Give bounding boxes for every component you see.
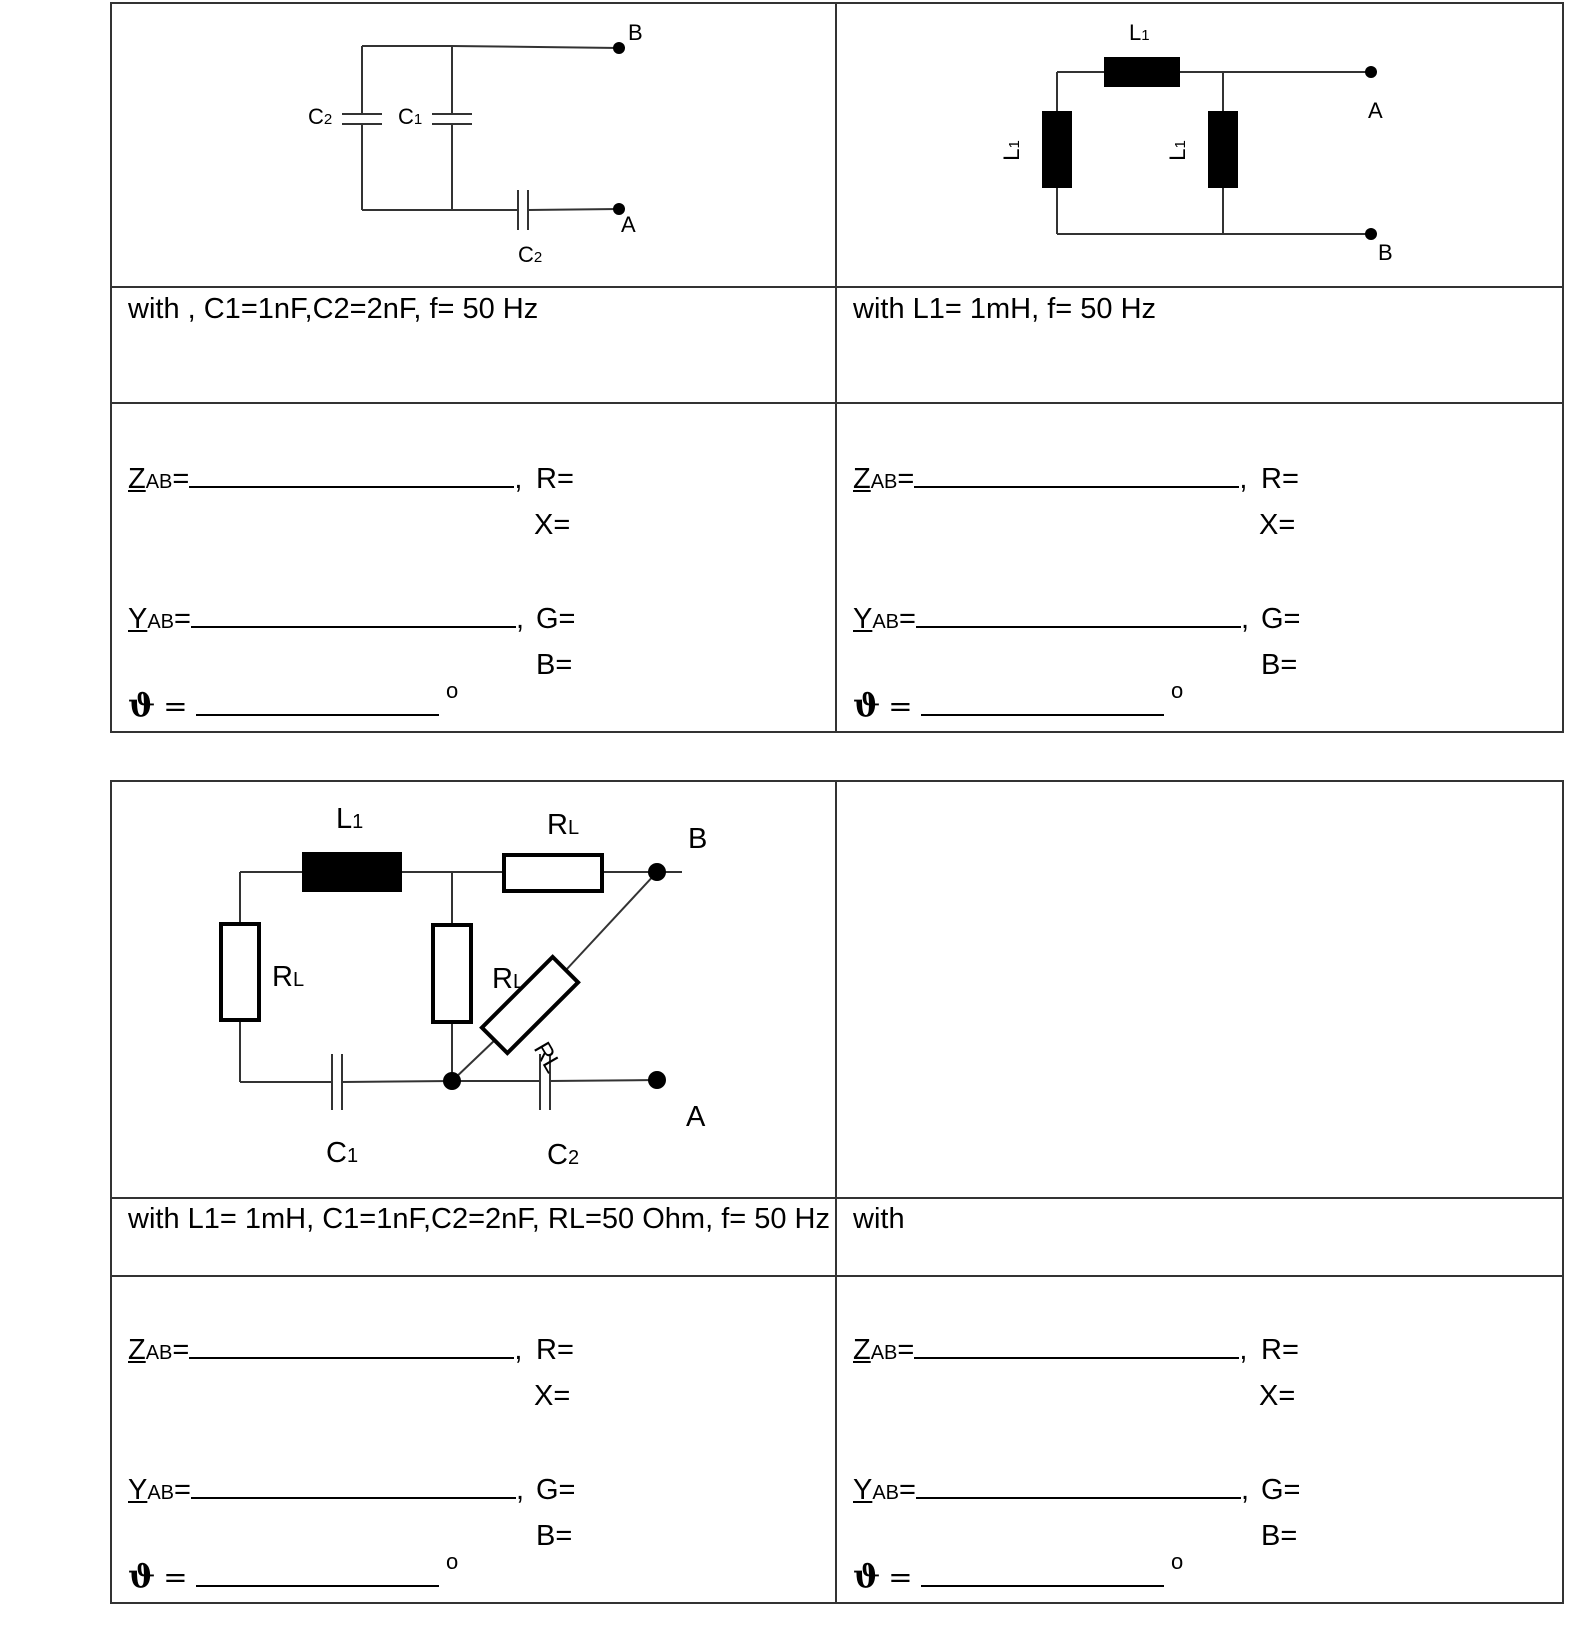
r-label: R= (1261, 1334, 1299, 1366)
c1-label: C1 (326, 1137, 359, 1169)
terminal-a-dot (648, 1071, 666, 1089)
circuit-4-answers (837, 1277, 1562, 1602)
b-label: B= (536, 1520, 573, 1552)
table-bottom-border-row1 (110, 1197, 1564, 1199)
terminal-a-dot (1365, 66, 1377, 78)
z-ab-blank[interactable] (914, 464, 1239, 488)
y-ab-blank[interactable] (916, 604, 1241, 628)
c2-top-label: C2 (308, 104, 333, 129)
b-label: B= (1261, 1520, 1298, 1552)
inductor-l1-top (1104, 57, 1180, 87)
degree-symbol: o (1171, 1549, 1184, 1574)
terminal-a-label: A (686, 1101, 706, 1133)
c2-bottom-label: C2 (518, 242, 543, 267)
resistor-rl-top (504, 855, 602, 891)
l1-label: L1 (336, 803, 364, 835)
terminal-b-label: B (1378, 240, 1393, 265)
inductor-l1-right (1208, 111, 1238, 188)
terminal-b-dot (1365, 228, 1377, 240)
theta-label: ϑ = (128, 1559, 439, 1595)
y-ab-blank[interactable] (191, 1475, 516, 1499)
circuit-1-answers (110, 404, 835, 731)
terminal-b-dot (613, 42, 625, 54)
z-ab-blank[interactable] (914, 1335, 1239, 1359)
theta-blank[interactable] (196, 692, 439, 716)
g-label: G= (536, 603, 576, 635)
c2-label: C2 (547, 1139, 580, 1171)
resistor-rl-mid (433, 925, 471, 1022)
x-label: X= (1259, 1380, 1296, 1412)
degree-symbol: o (446, 678, 459, 703)
x-label: X= (534, 1380, 571, 1412)
theta-label: ϑ = (853, 688, 1164, 724)
circuit-1-diagram (112, 4, 834, 286)
circuit-2-given: with L1= 1mH, f= 50 Hz (853, 293, 1157, 325)
rl-top-label: RL (547, 809, 580, 841)
z-ab-label: ZAB= , (853, 463, 1248, 495)
r-label: R= (536, 1334, 574, 1366)
y-ab-blank[interactable] (916, 1475, 1241, 1499)
circuit-3-diagram (112, 782, 834, 1196)
l1-left-label: L1 (998, 140, 1024, 161)
circuit-1-given: with , C1=1nF,C2=2nF, f= 50 Hz (128, 293, 539, 325)
y-ab-label: YAB= , (853, 1474, 1250, 1506)
b-label: B= (1261, 649, 1298, 681)
x-label: X= (534, 509, 571, 541)
theta-label: ϑ = (128, 688, 439, 724)
l1-right-label: L1 (1164, 140, 1190, 161)
terminal-a-label: A (621, 212, 636, 237)
degree-symbol: o (1171, 678, 1184, 703)
z-ab-label: ZAB= , (128, 1334, 523, 1366)
rl-left-label: RL (272, 961, 305, 993)
g-label: G= (1261, 603, 1301, 635)
circuit-2-diagram (837, 4, 1561, 286)
z-ab-label: ZAB= , (853, 1334, 1248, 1366)
y-ab-label: YAB= , (128, 603, 525, 635)
terminal-a-label: A (1368, 98, 1383, 123)
table-bottom-border-right (1562, 780, 1564, 1604)
c1-label: C1 (398, 104, 423, 129)
y-ab-label: YAB= , (853, 603, 1250, 635)
y-ab-label: YAB= , (128, 1474, 525, 1506)
theta-blank[interactable] (921, 1563, 1164, 1587)
b-label: B= (536, 649, 573, 681)
y-ab-blank[interactable] (191, 604, 516, 628)
theta-label: ϑ = (853, 1559, 1164, 1595)
g-label: G= (1261, 1474, 1301, 1506)
table-top-border-right (1562, 2, 1564, 733)
inductor-l1-left (1042, 111, 1072, 188)
node-dot (443, 1072, 461, 1090)
theta-blank[interactable] (921, 692, 1164, 716)
circuit-3-answers (110, 1277, 835, 1602)
rl-mid-label: RL (492, 963, 525, 995)
terminal-b-label: B (628, 20, 643, 45)
inductor-l1 (302, 852, 402, 892)
theta-blank[interactable] (196, 1563, 439, 1587)
z-ab-label: ZAB= , (128, 463, 523, 495)
circuit-4-given: with (853, 1203, 905, 1235)
degree-symbol: o (446, 1549, 459, 1574)
z-ab-blank[interactable] (189, 464, 514, 488)
circuit-2-answers (837, 404, 1562, 731)
terminal-b-label: B (688, 823, 708, 855)
r-label: R= (1261, 463, 1299, 495)
rl-diag-label: RL (528, 1037, 567, 1078)
table-bottom-border-bottom (110, 1602, 1564, 1604)
terminal-b-dot (648, 863, 666, 881)
x-label: X= (1259, 509, 1296, 541)
table-top-border-row1 (110, 286, 1564, 288)
table-top-border-bottom (110, 731, 1564, 733)
resistor-rl-left (221, 924, 259, 1020)
r-label: R= (536, 463, 574, 495)
z-ab-blank[interactable] (189, 1335, 514, 1359)
circuit-3-given: with L1= 1mH, C1=1nF,C2=2nF, RL=50 Ohm, f= 50 Hz (128, 1203, 831, 1235)
l1-top-label: L1 (1129, 20, 1150, 45)
g-label: G= (536, 1474, 576, 1506)
